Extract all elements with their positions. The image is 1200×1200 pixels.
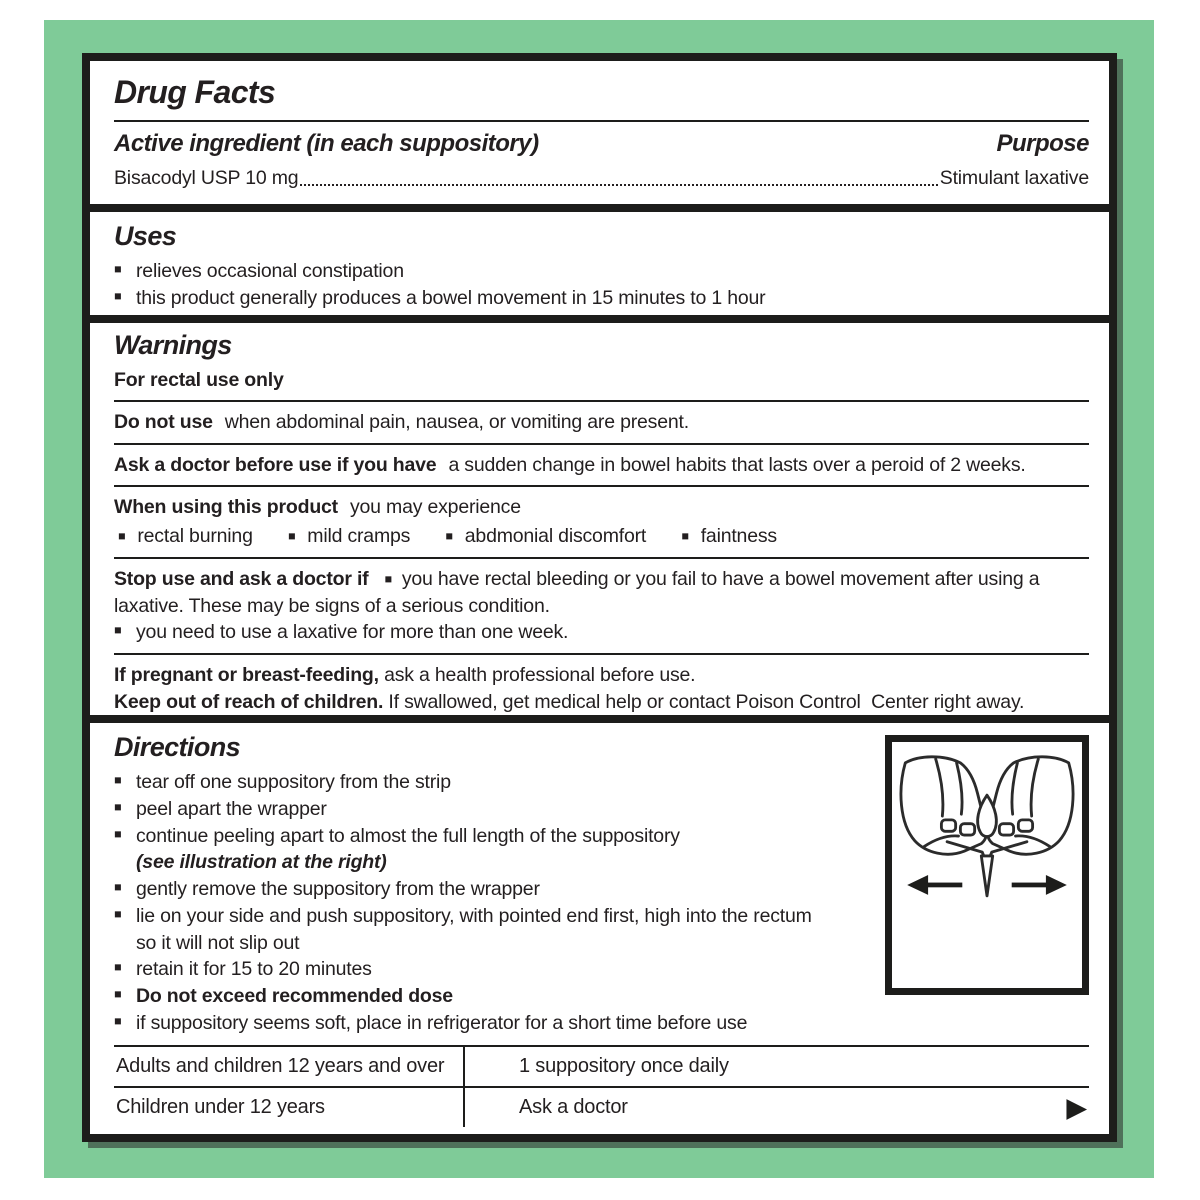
ingredient-purpose: Stimulant laxative xyxy=(939,167,1089,190)
step-text: continue peeling apart to almost the full length of the suppository xyxy=(136,824,680,847)
when-using-text: you may experience xyxy=(349,496,521,519)
dose-value xyxy=(465,1048,1089,1085)
active-ingredient-row xyxy=(114,167,1089,190)
step-text: peel apart the wrapper xyxy=(136,797,327,820)
bullet-square-icon: ■ xyxy=(114,1014,122,1029)
keep-out-statement xyxy=(114,689,1089,716)
list-item xyxy=(114,903,871,930)
divider xyxy=(114,120,1089,122)
section-directions xyxy=(90,723,1109,1134)
bullet-square-icon: ■ xyxy=(287,528,296,543)
list-item xyxy=(114,823,871,850)
pregnant-lead: If pregnant or breast-feeding, xyxy=(114,664,379,687)
triangle-right-icon: ▶ xyxy=(1066,1092,1087,1123)
dose-population: Adults and children 12 years and over xyxy=(114,1047,465,1086)
symptom-list xyxy=(114,523,1089,550)
bullet-square-icon: ■ xyxy=(114,906,122,921)
divider xyxy=(114,653,1089,655)
dose-text: 1 suppository once daily xyxy=(519,1055,729,1078)
dose-text: Ask a doctor xyxy=(519,1096,628,1119)
see-illustration-note: (see illustration at the right) xyxy=(136,851,387,874)
purpose-heading: Purpose xyxy=(996,130,1089,158)
pregnant-statement xyxy=(114,662,1089,689)
warnings-heading: Warnings xyxy=(114,330,232,360)
divider xyxy=(114,557,1089,559)
bullet-square-icon: ■ xyxy=(114,261,122,276)
bullet-square-icon: ■ xyxy=(114,960,122,975)
ask-doctor-lead: Ask a doctor before use if you have xyxy=(114,453,437,476)
step-text: lie on your side and push suppository, with pointed end first, high into the rectum xyxy=(136,904,812,927)
table-row xyxy=(114,1047,1089,1088)
stop-use-text: you have rectal bleeding or you fail to have a bowel movement after using a laxative. These may be signs of a serious condition. xyxy=(114,568,1040,617)
dosing-table xyxy=(114,1045,1089,1127)
hands-peeling-wrapper-icon xyxy=(892,742,1082,988)
do-not-use-lead: Do not use xyxy=(114,411,213,434)
directions-steps xyxy=(114,769,871,1037)
list-item xyxy=(114,796,871,823)
bullet-square-icon: ■ xyxy=(114,772,122,787)
step-text-bold: Do not exceed recommended dose xyxy=(136,985,453,1008)
ask-doctor-text: a sudden change in bowel habits that lasts over a peroid of 2 weeks. xyxy=(448,453,1026,476)
symptom: rectal burning xyxy=(137,524,253,547)
keep-out-lead: Keep out of reach of children. xyxy=(114,690,384,713)
step-text: gently remove the suppository from the wrapper xyxy=(136,877,540,900)
bullet-square-icon: ■ xyxy=(681,528,689,543)
bullet-square-icon: ■ xyxy=(114,799,122,814)
symptom: mild cramps xyxy=(307,524,411,547)
use-text: this product generally produces a bowel movement in 15 minutes to 1 hour xyxy=(136,286,766,309)
use-text: relieves occasional constipation xyxy=(136,259,404,282)
symptom: faintness xyxy=(700,524,777,547)
section-warnings xyxy=(90,323,1109,723)
active-ingredient-heading: Active ingredient (in each suppository) xyxy=(114,130,539,158)
directions-heading: Directions xyxy=(114,732,241,762)
bullet-square-icon: ■ xyxy=(114,288,122,303)
keep-out-text: If swallowed, get medical help or contact Poison Control Center right away. xyxy=(388,690,1025,713)
bullet-square-icon: ■ xyxy=(445,528,453,543)
divider xyxy=(114,400,1089,402)
directions-body xyxy=(114,731,1089,1037)
dose-value xyxy=(465,1089,1089,1126)
do-not-use-statement xyxy=(114,409,1089,436)
bullet-square-icon: ■ xyxy=(114,826,122,841)
list-item xyxy=(114,285,1089,312)
list-item xyxy=(114,983,871,1010)
section-header xyxy=(90,61,1109,212)
rectal-use-only: For rectal use only xyxy=(114,368,284,391)
divider xyxy=(114,485,1089,487)
list-item xyxy=(114,956,871,983)
do-not-use-text: when abdominal pain, nausea, or vomiting are present. xyxy=(224,411,689,434)
pregnant-text: ask a health professional before use. xyxy=(384,664,696,687)
step-text: if suppository seems soft, place in refrigerator for a short time before use xyxy=(136,1012,748,1035)
ingredient-name: Bisacodyl USP 10 mg xyxy=(114,167,299,190)
bullet-square-icon: ■ xyxy=(118,528,126,543)
drug-facts-label xyxy=(82,53,1117,1142)
bullet-square-icon: ■ xyxy=(114,879,122,894)
page-title: Drug Facts xyxy=(114,74,276,110)
stop-use-statement xyxy=(114,566,1089,619)
peel-illustration xyxy=(885,735,1089,995)
section-uses xyxy=(90,212,1109,323)
bullet-square-icon: ■ xyxy=(384,572,392,587)
when-using-lead: When using this product xyxy=(114,496,338,519)
when-using-statement xyxy=(114,494,1089,521)
ask-doctor-statement xyxy=(114,452,1089,479)
step-text: retain it for 15 to 20 minutes xyxy=(136,958,372,981)
list-item xyxy=(114,258,1089,285)
stop-use-text-2: you need to use a laxative for more than one week. xyxy=(136,621,569,644)
list-item xyxy=(114,876,871,903)
list-item xyxy=(114,769,871,796)
list-item xyxy=(114,1010,871,1037)
divider xyxy=(114,443,1089,445)
table-row xyxy=(114,1088,1089,1127)
uses-heading: Uses xyxy=(114,221,177,251)
bullet-square-icon: ■ xyxy=(114,623,122,638)
dotted-leader xyxy=(300,184,937,186)
bullet-square-icon: ■ xyxy=(114,987,122,1002)
symptom: abdmonial discomfort xyxy=(464,524,647,547)
step-continuation: so it will not slip out xyxy=(136,931,300,954)
list-item xyxy=(114,619,1089,646)
dose-population: Children under 12 years xyxy=(114,1088,465,1127)
stop-use-lead: Stop use and ask a doctor if xyxy=(114,568,369,591)
step-text: tear off one suppository from the strip xyxy=(136,770,451,793)
active-ingredient-heading-row xyxy=(114,130,1089,158)
